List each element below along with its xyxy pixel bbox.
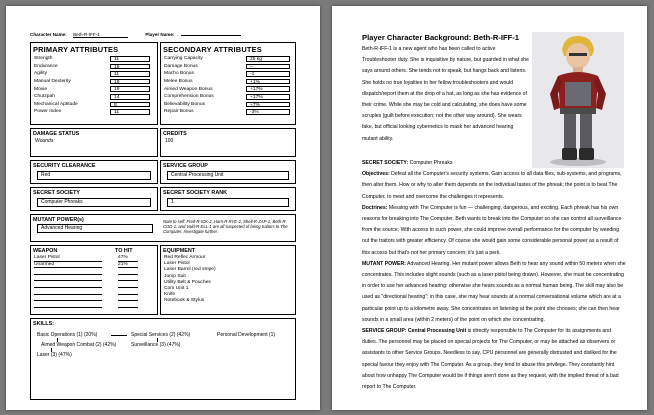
weapon-to-hit bbox=[118, 275, 138, 282]
service-group-text: is directly responsible to The Computer for its assignments and duties. The personnel may be placed on special projects for The Computer, or may be attached as observers or assistants to other Service Groups. Needless to say, CPU personnel are generally distrusted and disliked for the special favour they enjoy with The Computer. As a group, they tend to abuse this privilege. They constantly hint about how unhappy The Computer would be if things aren't done as they request, with the implied threat of a bad report to The Computer. bbox=[362, 328, 619, 391]
secret-society-line bbox=[362, 158, 626, 169]
security-clearance-value: Red bbox=[37, 171, 151, 180]
objectives-paragraph bbox=[362, 169, 626, 203]
skill-personal-development: Personal Development (1) bbox=[217, 332, 276, 338]
mutant-power-text: Advanced Hearing. Her mutant power allows Beth to hear any sound within 50 meters when she concentrates. This includes slight sounds (such as a laser pistol being drawn). However, she must be concentrating in order to use her advanced hearing: otherwise she hears sounds as a normal human being. The skill may also be used as "directional hearing"; in this case, she may hear sounds at a normal conversational volume which are at a particular point up to a kilometre away. She concentrates on listening at the point she chooses; she can then hear sounds in a small area (within 2 meters) of the point on which she concentrating. bbox=[362, 260, 626, 323]
weapon-name bbox=[34, 275, 102, 282]
secret-society-box bbox=[30, 187, 158, 211]
objectives-heading: Objectives: bbox=[362, 171, 390, 178]
weapon-row bbox=[31, 281, 157, 288]
attribute-label: Comprehension Bonus bbox=[164, 94, 214, 100]
attribute-label: Believability Bonus bbox=[164, 101, 206, 107]
attribute-value: 11 bbox=[110, 109, 150, 115]
weapon-name bbox=[34, 281, 102, 288]
weapon-row bbox=[31, 295, 157, 302]
equipment-box bbox=[160, 245, 296, 315]
attribute-value: 25 kg bbox=[246, 56, 290, 62]
player-name-label: Player Name: bbox=[145, 32, 175, 37]
skill-laser: Laser (3) (47%) bbox=[37, 352, 72, 358]
attribute-value: 8 bbox=[110, 102, 150, 108]
attribute-row bbox=[161, 93, 295, 101]
credits-value: 100 bbox=[165, 138, 174, 144]
secondary-attributes-box bbox=[160, 42, 296, 125]
attribute-row bbox=[161, 108, 295, 116]
attribute-label: Agility bbox=[34, 71, 48, 77]
traitor-note: Note to self: Fred-R-ICK-2, Ham-R-RYE-2, Shell-R-ZAP-1, Beth-R-COD-1, and Vald-R-ELL-1 are all suspected of being traitors to The Computer. Investigate further. bbox=[163, 219, 288, 235]
attribute-row bbox=[31, 93, 157, 101]
mutant-power-heading: MUTANT POWER: bbox=[362, 260, 406, 267]
mutant-power-paragraph bbox=[362, 259, 626, 326]
attribute-label: Moxie bbox=[34, 86, 48, 92]
attribute-label: Aimed Weapon Bonus bbox=[164, 86, 213, 92]
skills-title: SKILLS: bbox=[33, 321, 54, 327]
attribute-value: 19 bbox=[110, 86, 150, 92]
attribute-label: Chutzpah bbox=[34, 94, 55, 100]
weapon-to-hit bbox=[118, 295, 138, 302]
attribute-row bbox=[161, 85, 295, 93]
attribute-row bbox=[161, 78, 295, 86]
weapon-row bbox=[31, 288, 157, 295]
weapon-to-hit: 47% bbox=[118, 255, 138, 262]
equipment-item: Com Unit 1 bbox=[164, 286, 189, 292]
background-sections bbox=[362, 158, 626, 393]
weapon-row bbox=[31, 275, 157, 282]
secondary-attributes-title: SECONDARY ATTRIBUTES bbox=[163, 45, 262, 54]
to-hit-column-title: TO HIT bbox=[115, 248, 133, 254]
equipment-item: Notebook & Stylus bbox=[164, 298, 205, 304]
weapon-to-hit: 21% bbox=[118, 262, 138, 269]
equipment-item: Red Reflec Armour bbox=[164, 255, 206, 260]
skill-connector-line bbox=[111, 335, 127, 336]
weapon-to-hit bbox=[118, 301, 138, 308]
equipment-item: Utility Belt & Pouches bbox=[164, 279, 211, 285]
primary-attributes-title: PRIMARY ATTRIBUTES bbox=[33, 45, 119, 54]
attribute-value: +7% bbox=[246, 102, 290, 108]
attribute-label: Mechanical Aptitude bbox=[34, 101, 78, 107]
service-group-heading: SERVICE GROUP: Central Processing Unit bbox=[362, 328, 467, 335]
attribute-label: Manual Dexterity bbox=[34, 79, 71, 85]
equipment-item: Laser Pistol bbox=[164, 261, 190, 267]
doctrines-paragraph bbox=[362, 203, 626, 259]
secret-society-value: Computer Phreaks bbox=[37, 198, 151, 207]
attribute-value: +17% bbox=[246, 94, 290, 100]
attribute-value: 14 bbox=[110, 94, 150, 100]
attribute-label: Strength bbox=[34, 56, 53, 62]
weapon-name bbox=[34, 288, 102, 295]
player-name-value bbox=[181, 35, 241, 36]
character-name-value: Beth-R-IFF-1 bbox=[73, 32, 128, 38]
objectives-text: Defeat all the Computer's security systems. Gain access to all data files, sub-systems, and programs, then alter them. How or why to alter them depends on the individual tastes of the phreak; the point is to beat The Computer, to meet and overcome the challenges it represents. bbox=[362, 171, 622, 200]
secret-society-rank-box bbox=[160, 187, 296, 211]
attribute-label: Melee Bonus bbox=[164, 79, 193, 85]
secret-society-rank-value: 1 bbox=[167, 198, 289, 207]
weapon-row bbox=[31, 255, 157, 262]
attribute-row bbox=[161, 101, 295, 109]
service-group-paragraph bbox=[362, 326, 626, 393]
skill-special-services: Special Services (2) (42%) bbox=[131, 332, 191, 338]
attribute-value: 18 bbox=[110, 79, 150, 85]
attribute-value: -3% bbox=[246, 109, 290, 115]
secret-society-title: SECRET SOCIETY bbox=[33, 190, 81, 196]
attribute-label: Macho Bonus bbox=[164, 71, 194, 77]
doctrines-text: Messing with The Computer is fun — challenging, dangerous, and exciting. Each phreak has his own reasons for breaking into The Computer. Beth wants to break into the Computer so she can control all surveillance from the source. With access to such power, she could improve overall performance for the computer by weeding out the traitors with greater efficiency. Of course she would gain some considerable personal power as a result of this access but that's not her primary concern; it's just a perk. bbox=[362, 204, 622, 256]
damage-status-box bbox=[30, 128, 158, 157]
primary-attributes-box bbox=[30, 42, 158, 125]
service-group-title: SERVICE GROUP bbox=[163, 163, 208, 169]
background-title: Player Character Background: Beth-R-IFF-1 bbox=[362, 33, 519, 42]
sheet-header bbox=[30, 32, 241, 38]
secret-society-heading: SECRET SOCIETY: bbox=[362, 160, 409, 166]
skills-box bbox=[30, 318, 296, 400]
attribute-value: 11 bbox=[110, 71, 150, 77]
attribute-row bbox=[161, 63, 295, 71]
attribute-row bbox=[31, 85, 157, 93]
secret-society-name: Computer Phreaks bbox=[409, 160, 453, 166]
doctrines-heading: Doctrines: bbox=[362, 204, 388, 211]
equipment-title: EQUIPMENT bbox=[163, 248, 196, 254]
service-group-value: Central Processing Unit bbox=[167, 171, 289, 180]
weapon-row bbox=[31, 268, 157, 275]
weapon-column-title: WEAPON bbox=[33, 248, 58, 254]
mutant-power-box bbox=[30, 214, 296, 242]
primary-attributes-list bbox=[31, 55, 157, 116]
weapon-row bbox=[31, 301, 157, 308]
attribute-row bbox=[161, 70, 295, 78]
weapons-header bbox=[31, 246, 157, 255]
attribute-label: Carrying Capacity bbox=[164, 56, 203, 62]
weapon-name bbox=[34, 301, 102, 308]
attribute-row bbox=[31, 108, 157, 116]
attribute-value: 15 bbox=[110, 64, 150, 70]
attribute-value: 11 bbox=[110, 56, 150, 62]
attribute-row bbox=[31, 55, 157, 63]
skill-basic-operations: Basic Operations (1) (20%) bbox=[37, 332, 98, 338]
character-background-page bbox=[332, 6, 647, 410]
background-intro-block bbox=[362, 44, 529, 145]
secret-society-rank-title: SECRET SOCIETY RANK bbox=[163, 190, 227, 196]
service-group-box bbox=[160, 160, 296, 184]
wounds-label: Wounds: bbox=[35, 138, 55, 144]
attribute-value: – bbox=[246, 64, 290, 70]
attribute-label: Power Index bbox=[34, 109, 62, 115]
weapon-name bbox=[34, 295, 102, 302]
weapon-list bbox=[31, 255, 157, 308]
skill-aimed-weapon-combat: Aimed Weapon Combat (2) (42%) bbox=[41, 342, 117, 348]
character-sheet-page bbox=[6, 6, 320, 410]
weapon-to-hit bbox=[118, 281, 138, 288]
weapon-name: Unarmed bbox=[34, 262, 102, 269]
mutant-power-value: Advanced Hearing bbox=[37, 224, 153, 233]
credits-box bbox=[160, 128, 296, 157]
weapon-to-hit bbox=[118, 268, 138, 275]
credits-title: CREDITS bbox=[163, 131, 187, 137]
attribute-row bbox=[31, 70, 157, 78]
equipment-item: Laser Barrel (red stripe) bbox=[164, 267, 216, 273]
attribute-label: Endurance bbox=[34, 63, 58, 69]
secondary-attributes-list bbox=[161, 55, 295, 116]
attribute-label: Damage Bonus bbox=[164, 63, 198, 69]
security-clearance-box bbox=[30, 160, 158, 184]
equipment-item: Knife bbox=[164, 292, 176, 298]
attribute-label: Repair Bonus bbox=[164, 109, 194, 115]
skill-surveillance: Surveillance (3) (47%) bbox=[131, 342, 181, 348]
character-portrait-image bbox=[532, 32, 624, 168]
weapon-name: Laser Pistol bbox=[34, 255, 102, 262]
damage-status-title: DAMAGE STATUS bbox=[33, 131, 80, 137]
weapons-box bbox=[30, 245, 158, 315]
attribute-value: +1% bbox=[246, 79, 290, 85]
equipment-item: Jump Suit bbox=[164, 273, 186, 279]
character-name-label: Character Name: bbox=[30, 32, 67, 37]
attribute-value: -1 bbox=[246, 71, 290, 77]
security-clearance-title: SECURITY CLEARANCE bbox=[33, 163, 96, 169]
background-intro: Beth-R-IFF-1 is a new agent who has been called to active Troubleshooter duty. She is inquisitive by nature, but guarded in what she says around others. She tends not to speak, but hangs back and listens. She holds no true loyalties to her fellow troubleshooters and would dispatch/report them at the drop of a hat, as long as she has evidence of their crime. While she may be cold and calculating, she does have some scruples (guilt before execution; not the other way around). She wears fake, but official looking cybernetics to mask her advanced hearing mutant ability. bbox=[362, 46, 529, 142]
attribute-row bbox=[31, 63, 157, 71]
equipment-list bbox=[161, 255, 295, 305]
attribute-row bbox=[161, 55, 295, 63]
attribute-row bbox=[31, 78, 157, 86]
attribute-value: +17% bbox=[246, 86, 290, 92]
mutant-power-title: MUTANT POWER(s) bbox=[33, 217, 84, 223]
attribute-row bbox=[31, 101, 157, 109]
weapon-to-hit bbox=[118, 288, 138, 295]
weapon-name bbox=[34, 268, 102, 275]
weapon-row bbox=[31, 262, 157, 269]
